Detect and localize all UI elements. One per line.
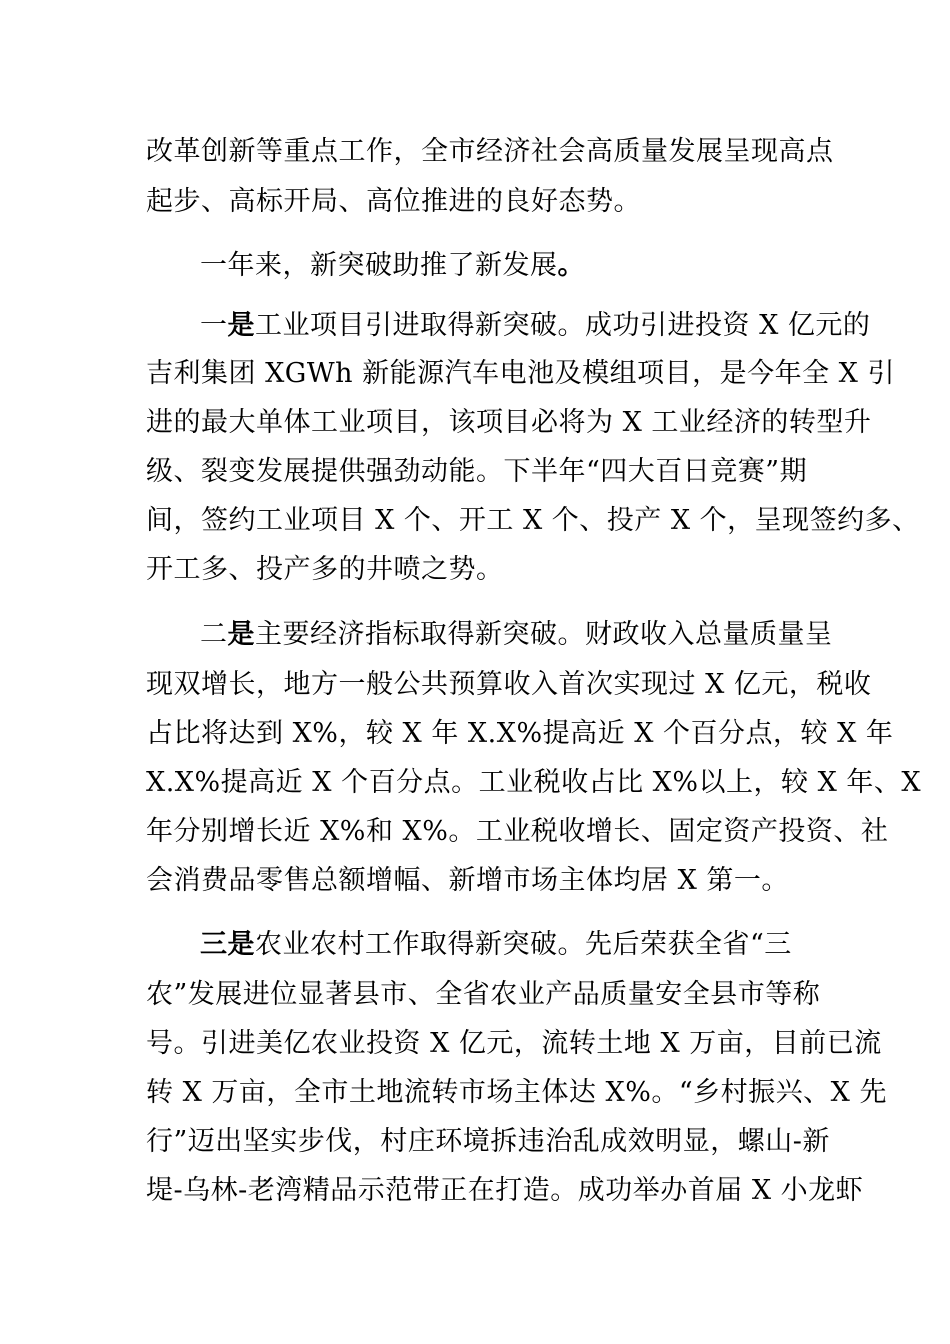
section-1-line-4: 级、裂变发展提供强劲动能。下半年“四大百日竞赛”期	[146, 456, 808, 487]
section-3-marker-bold: 三是	[200, 929, 255, 960]
section-2-heading-text: 主要经济指标取得新突破。财政收入总量质量呈	[255, 619, 833, 650]
intro-line-1: 改革创新等重点工作，全市经济社会高质量发展呈现高点	[146, 136, 834, 167]
section-2-line-5: 年分别增长近 X%和 X%。工业税收增长、固定资产投资、社	[146, 816, 889, 847]
section-1-marker-bold: 是	[227, 310, 255, 341]
summary-lead	[200, 246, 585, 286]
section-3-line-6: 堤-乌林-老湾精品示范带正在打造。成功举办首届 X 小龙虾	[146, 1175, 864, 1206]
intro-line-2: 起步、高标开局、高位推进的良好态势。	[146, 186, 641, 217]
section-3-line-4: 转 X 万亩，全市土地流转市场主体达 X%。“乡村振兴、X 先	[146, 1077, 887, 1108]
section-3-heading-text: 农业农村工作取得新突破。先后荣获全省“三	[255, 929, 792, 960]
section-3-line-5: 行”迈出坚实步伐，村庄环境拆违治乱成效明显，螺山-新	[146, 1126, 830, 1157]
summary-lead-text: 一年来，新突破助推了新发展	[200, 250, 558, 281]
section-1-line-6: 开工多、投产多的井喷之势。	[146, 554, 504, 585]
section-3-line-2: 农”发展进位显著县市、全省农业产品质量安全县市等称	[146, 979, 821, 1010]
section-1-heading-text: 工业项目引进取得新突破。成功引进投资 X 亿元的	[255, 310, 871, 341]
section-2-marker-bold: 是	[227, 619, 255, 650]
section-2-first-line	[200, 615, 833, 655]
section-2-line-6: 会消费品零售总额增幅、新增市场主体均居 X 第一。	[146, 865, 789, 896]
section-1-line-3: 进的最大单体工业项目，该项目必将为 X 工业经济的转型升	[146, 407, 872, 438]
section-2-line-4: X.X%提高近 X 个百分点。工业税收占比 X%以上，较 X 年、X	[146, 767, 922, 798]
section-1-line-5: 间，签约工业项目 X 个、开工 X 个、投产 X 个，呈现签约多、	[146, 505, 920, 536]
section-3-first-line	[200, 925, 792, 965]
section-2-line-3: 占比将达到 X%，较 X 年 X.X%提高近 X 个百分点，较 X 年	[146, 718, 894, 749]
section-2-line-2: 现双增长，地方一般公共预算收入首次实现过 X 亿元，税收	[146, 669, 872, 700]
section-1-first-line	[200, 306, 870, 346]
section-1-line-2: 吉利集团 XGWh 新能源汽车电池及模组项目，是今年全 X 引	[146, 358, 895, 389]
section-3-line-3: 号。引进美亿农业投资 X 亿元，流转土地 X 万亩，目前已流	[146, 1028, 882, 1059]
summary-lead-period: 。	[557, 250, 585, 281]
section-1-marker-prefix: 一	[200, 310, 228, 341]
section-2-marker-prefix: 二	[200, 619, 228, 650]
